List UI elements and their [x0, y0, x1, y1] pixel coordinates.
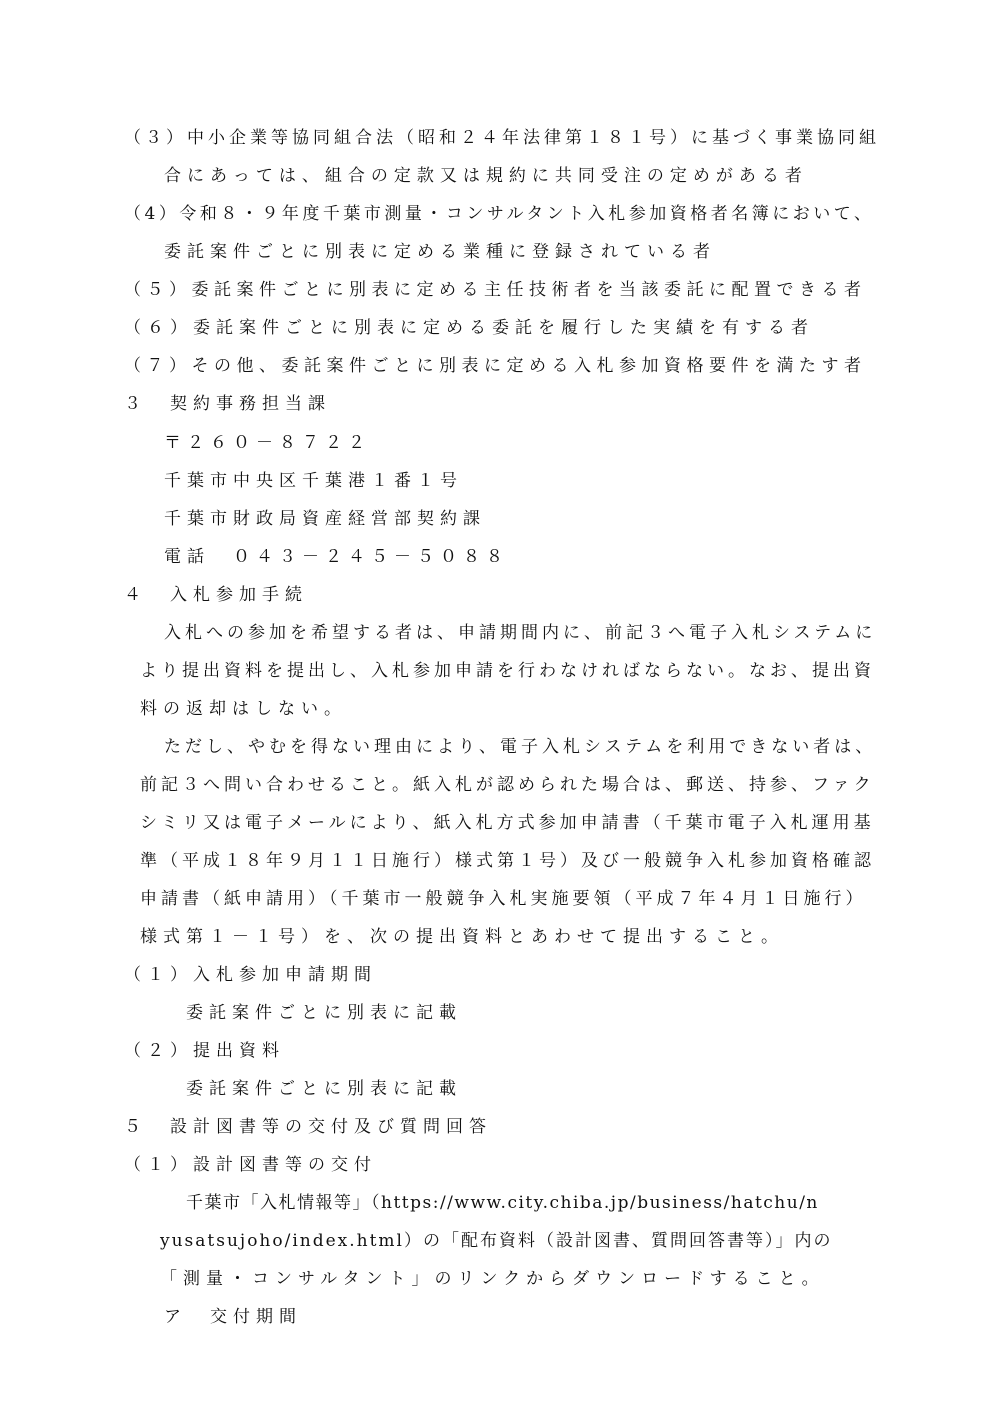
section-heading-5: ５ 設計図書等の交付及び質問回答: [124, 1117, 492, 1137]
section-heading-3: ３ 契約事務担当課: [124, 394, 331, 414]
text-line-17: ただし、やむを得ない理由により、電子入札システムを利用できない者は、: [164, 737, 877, 757]
text-line-2: 合にあっては、組合の定款又は規約に共同受注の定めがある者: [164, 166, 808, 186]
address-line: 千葉市中央区千葉港１番１号: [164, 471, 463, 491]
text-line-22: 様式第１－１号）を、次の提出資料とあわせて提出すること。: [140, 927, 784, 947]
text-line-24: 委託案件ごとに別表に記載: [186, 1003, 462, 1023]
text-line-18: 前記３へ問い合わせること。紙入札が認められた場合は、郵送、持参、ファク: [140, 775, 875, 795]
text-line-5: （５）委託案件ごとに別表に定める主任技術者を当該委託に配置できる者: [124, 280, 867, 300]
text-line-31: 「測量・コンサルタント」のリンクからダウンロードすること。: [160, 1269, 825, 1289]
text-line-21: 申請書（紙申請用）（千葉市一般競争入札実施要領（平成７年４月１日施行）: [140, 889, 867, 909]
url-line-1: 千葉市「入札情報等」（https://www.city.chiba.jp/business/hatchu/n: [186, 1193, 819, 1213]
text-line-4: 委託案件ごとに別表に定める業種に登録されている者: [164, 242, 716, 262]
phone-line: 電話 ０４３－２４５－５０８８: [164, 547, 509, 567]
text-line-6: （６）委託案件ごとに別表に定める委託を履行した実績を有する者: [124, 318, 814, 338]
text-line-20: 準（平成１８年９月１１日施行）様式第１号）及び一般競争入札参加資格確認: [140, 851, 875, 871]
subsection-heading-4-1: （１）入札参加申請期間: [124, 965, 377, 985]
text-line-14: 入札への参加を希望する者は、申請期間内に、前記３へ電子入札システムに: [164, 623, 877, 643]
text-line-26: 委託案件ごとに別表に記載: [186, 1079, 462, 1099]
text-line-3: （4）令和８・９年度千葉市測量・コンサルタント入札参加資格者名簿において、: [124, 204, 875, 224]
text-line-19: シミリ又は電子メールにより、紙入札方式参加申請書（千葉市電子入札運用基: [140, 813, 875, 833]
item-heading-a: ア 交付期間: [164, 1307, 302, 1327]
text-line-1: （３）中小企業等協同組合法（昭和２４年法律第１８１号）に基づく事業協同組: [124, 128, 880, 148]
subsection-heading-4-2: （２）提出資料: [124, 1041, 285, 1061]
postal-code: 〒２６０－８７２２: [164, 433, 371, 453]
text-line-15: より提出資料を提出し、入札参加申請を行わなければならない。なお、提出資: [140, 661, 875, 681]
url-line-2: yusatsujoho/index.html）の「配布資料（設計図書、質問回答書等）」内の: [160, 1231, 833, 1251]
text-line-7: （７）その他、委託案件ごとに別表に定める入札参加資格要件を満たす者: [124, 356, 867, 376]
subsection-heading-5-1: （１）設計図書等の交付: [124, 1155, 377, 1175]
section-heading-4: ４ 入札参加手続: [124, 585, 308, 605]
department-line: 千葉市財政局資産経営部契約課: [164, 509, 486, 529]
text-line-16: 料の返却はしない。: [140, 699, 347, 719]
